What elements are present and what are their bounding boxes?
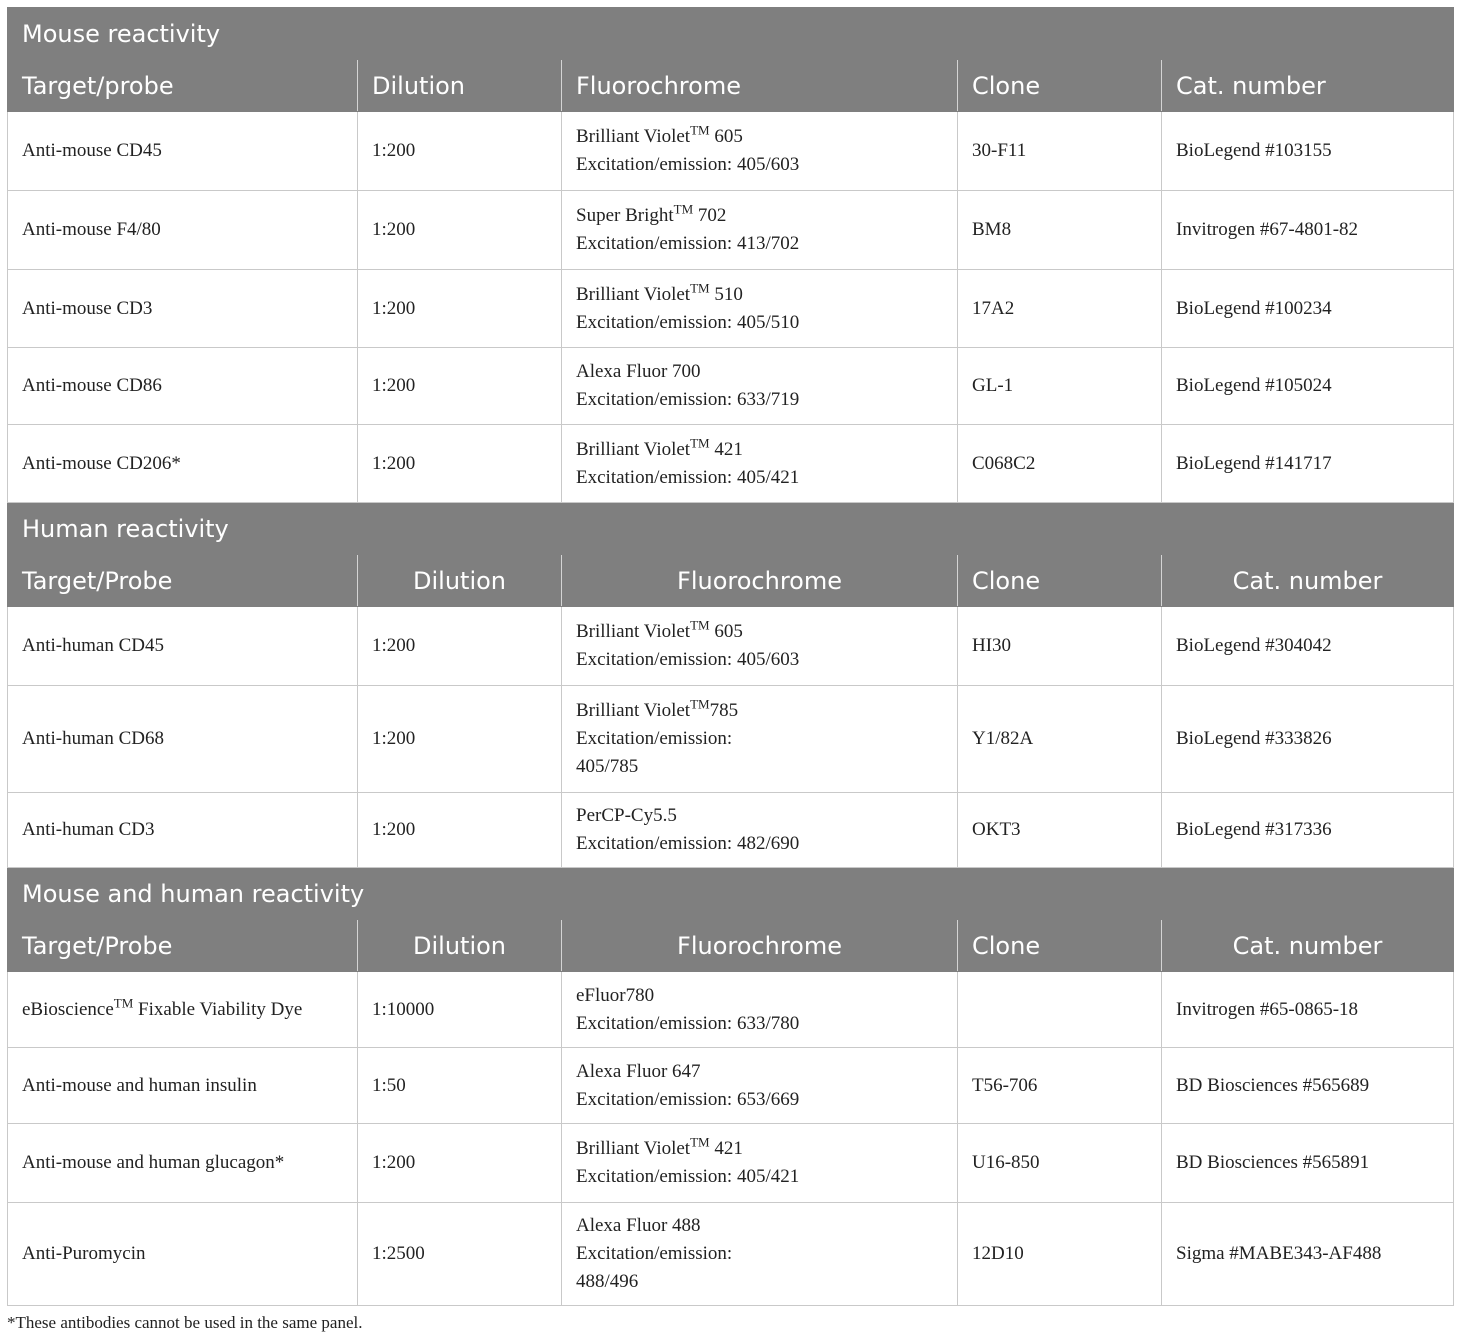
header-clone: Clone: [958, 555, 1162, 607]
fluor-name: PerCP-Cy5.5: [576, 805, 677, 826]
fluor-name: Brilliant Violet: [576, 1138, 691, 1159]
clone-cell: 30-F11: [958, 112, 1162, 191]
section-title: Mouse reactivity: [8, 8, 1454, 60]
clone-cell: [958, 972, 1162, 1048]
fluor-excitation: Excitation/emission: 633/780: [576, 1012, 800, 1034]
fluorochrome-cell: [562, 607, 958, 686]
header-cat-number: Cat. number: [1162, 60, 1454, 112]
header-cat-number: Cat. number: [1162, 920, 1454, 972]
target-cell: Anti-Puromycin: [8, 1203, 358, 1306]
trademark-mark: TM: [690, 435, 710, 451]
dilution-cell: 1:200: [358, 270, 562, 348]
fluorochrome-cell: [562, 793, 958, 868]
clone-cell: GL-1: [958, 348, 1162, 425]
fluor-excitation: Excitation/emission: 633/719: [576, 389, 800, 410]
fluor-excitation-values: 488/496: [576, 1271, 639, 1292]
target-cell: Anti-mouse and human glucagon*: [8, 1124, 358, 1203]
cat-cell: Invitrogen #67-4801-82: [1162, 191, 1454, 270]
fluor-excitation: Excitation/emission:: [576, 728, 733, 749]
clone-cell: 17A2: [958, 270, 1162, 348]
fluor-excitation: Excitation/emission: 653/669: [576, 1088, 800, 1110]
header-target: Target/probe: [8, 60, 358, 112]
header-target: Target/Probe: [8, 555, 358, 607]
table-row: [8, 793, 1454, 868]
fluorochrome-cell: [562, 686, 958, 793]
fluor-suffix: 702: [693, 205, 727, 226]
target-cell: Anti-human CD45: [8, 607, 358, 686]
section-title-row: [8, 503, 1454, 555]
fluor-suffix: 510: [709, 283, 743, 305]
clone-cell: OKT3: [958, 793, 1162, 868]
target-cell: Anti-human CD68: [8, 686, 358, 793]
cat-cell: BioLegend #141717: [1162, 425, 1454, 503]
fluor-suffix: 605: [709, 621, 743, 642]
table-row: [8, 191, 1454, 270]
trademark-mark: TM: [690, 617, 710, 633]
dilution-cell: 1:10000: [358, 972, 562, 1048]
target-suffix: Fixable Viability Dye: [133, 998, 303, 1020]
header-target: Target/Probe: [8, 920, 358, 972]
table-row: [8, 1048, 1454, 1124]
cat-cell: BD Biosciences #565689: [1162, 1048, 1454, 1124]
table-row: [8, 112, 1454, 191]
header-clone: Clone: [958, 920, 1162, 972]
clone-cell: U16-850: [958, 1124, 1162, 1203]
header-dilution: Dilution: [358, 60, 562, 112]
fluor-excitation: Excitation/emission: 405/510: [576, 311, 800, 333]
header-clone: Clone: [958, 60, 1162, 112]
fluor-suffix: 421: [709, 1138, 743, 1159]
fluor-excitation-values: 405/785: [576, 756, 639, 777]
fluor-excitation: Excitation/emission: 405/603: [576, 649, 800, 670]
dilution-cell: 1:50: [358, 1048, 562, 1124]
antibody-table-container: [7, 7, 1453, 1306]
cat-cell: BioLegend #105024: [1162, 348, 1454, 425]
section-title: Human reactivity: [8, 503, 1454, 555]
table-footnote: *These antibodies cannot be used in the same panel.: [7, 1313, 363, 1332]
cat-cell: Invitrogen #65-0865-18: [1162, 972, 1454, 1048]
fluor-name: Brilliant Violet: [576, 126, 691, 147]
table-row: [8, 425, 1454, 503]
target-name: eBioscience: [22, 998, 114, 1020]
fluor-name: Alexa Fluor 647: [576, 1060, 701, 1082]
fluorochrome-cell: [562, 972, 958, 1048]
clone-cell: C068C2: [958, 425, 1162, 503]
table-row: [8, 607, 1454, 686]
header-dilution: Dilution: [358, 555, 562, 607]
dilution-cell: 1:200: [358, 112, 562, 191]
cat-cell: Sigma #MABE343-AF488: [1162, 1203, 1454, 1306]
clone-cell: T56-706: [958, 1048, 1162, 1124]
trademark-mark: TM: [690, 280, 710, 296]
dilution-cell: 1:200: [358, 686, 562, 793]
header-cat-number: Cat. number: [1162, 555, 1454, 607]
target-cell: Anti-mouse F4/80: [8, 191, 358, 270]
antibody-table: [7, 7, 1454, 1306]
header-row: [8, 920, 1454, 972]
cat-cell: BD Biosciences #565891: [1162, 1124, 1454, 1203]
dilution-cell: 1:200: [358, 793, 562, 868]
section-title-row: [8, 8, 1454, 60]
fluorochrome-cell: [562, 1048, 958, 1124]
section-title: Mouse and human reactivity: [8, 868, 1454, 920]
header-fluorochrome: Fluorochrome: [562, 920, 958, 972]
target-cell: Anti-mouse and human insulin: [8, 1048, 358, 1124]
trademark-mark: TM: [690, 122, 710, 138]
fluorochrome-cell: [562, 425, 958, 503]
fluorochrome-cell: [562, 270, 958, 348]
fluor-excitation: Excitation/emission: 413/702: [576, 233, 800, 254]
cat-cell: BioLegend #103155: [1162, 112, 1454, 191]
dilution-cell: 1:200: [358, 425, 562, 503]
cat-cell: BioLegend #333826: [1162, 686, 1454, 793]
header-row: [8, 60, 1454, 112]
fluorochrome-cell: [562, 348, 958, 425]
fluor-name: eFluor780: [576, 984, 655, 1006]
table-row: [8, 348, 1454, 425]
table-row: [8, 1124, 1454, 1203]
fluorochrome-cell: [562, 112, 958, 191]
clone-cell: BM8: [958, 191, 1162, 270]
cat-cell: BioLegend #304042: [1162, 607, 1454, 686]
target-cell: Anti-mouse CD3: [8, 270, 358, 348]
table-row: [8, 686, 1454, 793]
clone-cell: Y1/82A: [958, 686, 1162, 793]
fluor-name: Alexa Fluor 700: [576, 361, 701, 382]
table-row: [8, 270, 1454, 348]
dilution-cell: 1:2500: [358, 1203, 562, 1306]
dilution-cell: 1:200: [358, 191, 562, 270]
fluorochrome-cell: [562, 191, 958, 270]
trademark-mark: TM: [113, 995, 134, 1011]
dilution-cell: 1:200: [358, 1124, 562, 1203]
target-cell: Anti-mouse CD45: [8, 112, 358, 191]
target-cell: Anti-human CD3: [8, 793, 358, 868]
trademark-mark: TM: [673, 201, 694, 217]
section-title-row: [8, 868, 1454, 920]
fluor-excitation: Excitation/emission: 405/421: [576, 1166, 800, 1187]
fluor-name: Brilliant Violet: [576, 621, 691, 642]
target-cell: [8, 972, 358, 1048]
dilution-cell: 1:200: [358, 348, 562, 425]
header-row: [8, 555, 1454, 607]
target-cell: Anti-mouse CD86: [8, 348, 358, 425]
trademark-mark: TM: [690, 696, 710, 712]
dilution-cell: 1:200: [358, 607, 562, 686]
header-fluorochrome: Fluorochrome: [562, 555, 958, 607]
fluor-name: Brilliant Violet: [576, 438, 691, 460]
trademark-mark: TM: [690, 1134, 710, 1150]
fluor-name: Brilliant Violet: [576, 700, 691, 721]
clone-cell: 12D10: [958, 1203, 1162, 1306]
fluor-suffix: 421: [709, 438, 743, 460]
fluor-suffix: 785: [709, 700, 739, 721]
fluor-excitation: Excitation/emission:: [576, 1243, 733, 1264]
fluor-suffix: 605: [709, 126, 743, 147]
fluor-excitation: Excitation/emission: 482/690: [576, 833, 800, 854]
fluorochrome-cell: [562, 1124, 958, 1203]
clone-cell: HI30: [958, 607, 1162, 686]
target-cell: Anti-mouse CD206*: [8, 425, 358, 503]
fluor-excitation: Excitation/emission: 405/603: [576, 154, 800, 175]
fluorochrome-cell: [562, 1203, 958, 1306]
table-row: [8, 972, 1454, 1048]
table-row: [8, 1203, 1454, 1306]
fluor-excitation: Excitation/emission: 405/421: [576, 466, 800, 488]
header-dilution: Dilution: [358, 920, 562, 972]
header-fluorochrome: Fluorochrome: [562, 60, 958, 112]
cat-cell: BioLegend #317336: [1162, 793, 1454, 868]
cat-cell: BioLegend #100234: [1162, 270, 1454, 348]
fluor-name: Super Bright: [576, 205, 674, 226]
fluor-name: Brilliant Violet: [576, 283, 691, 305]
fluor-name: Alexa Fluor 488: [576, 1215, 701, 1236]
